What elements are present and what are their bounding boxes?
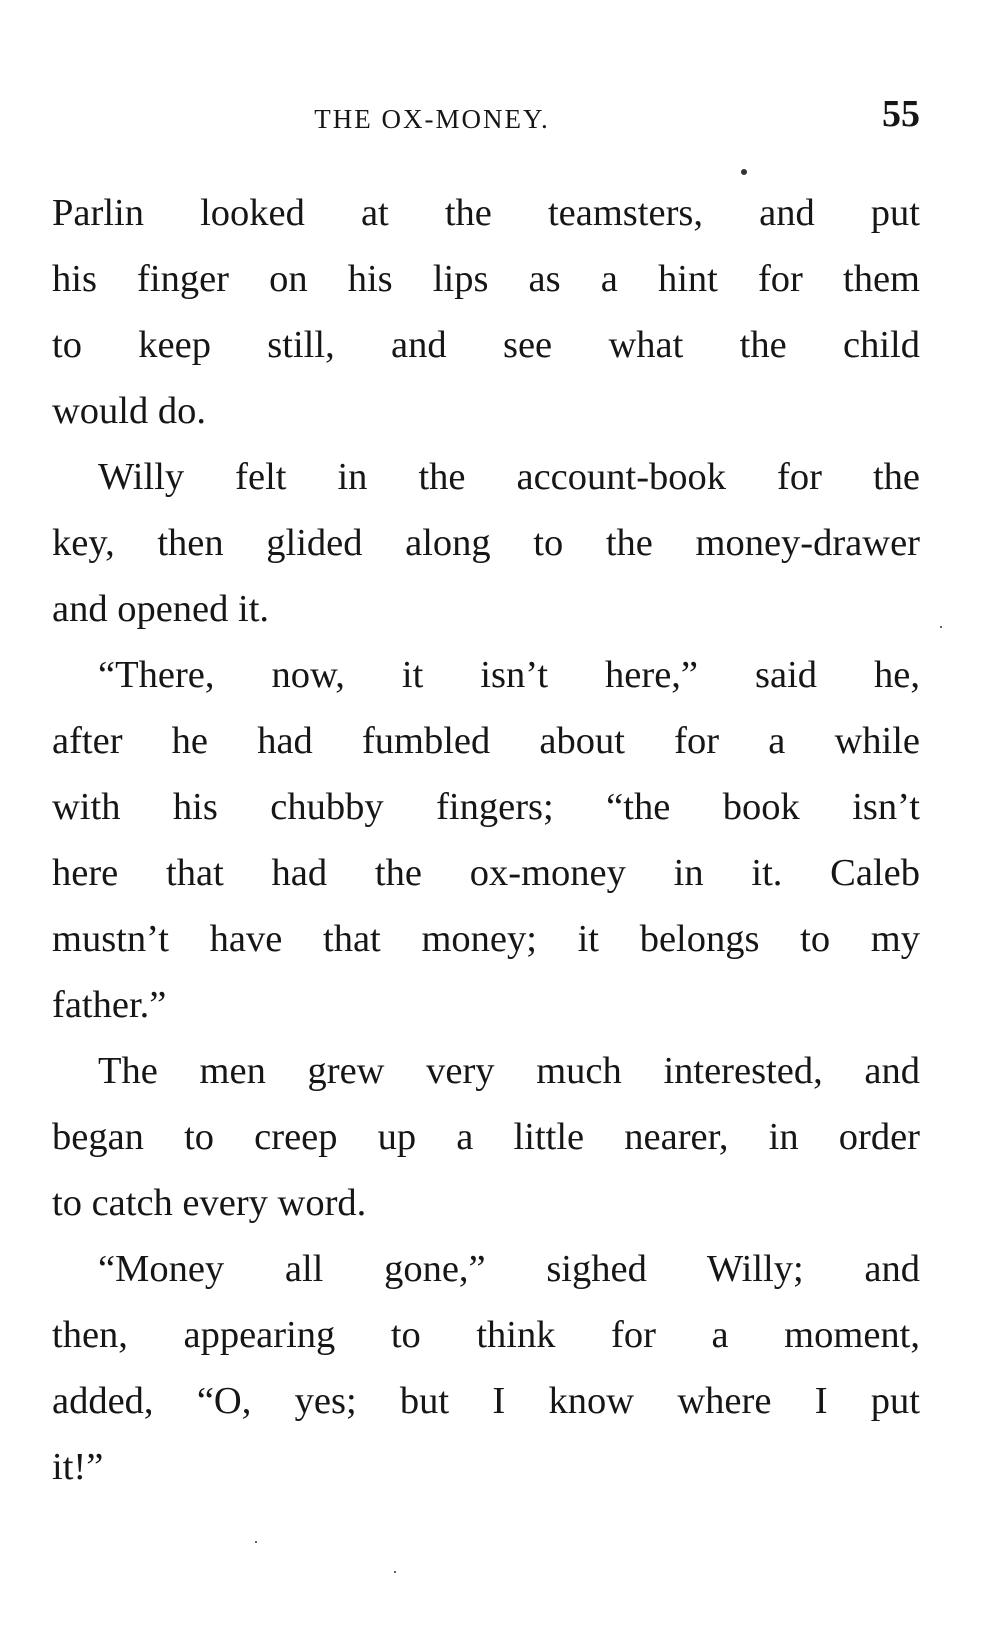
running-title: THE OX-MONEY. (314, 104, 550, 134)
text-line: began to creep up a little nearer, in order (52, 1116, 920, 1158)
text-line: Parlin looked at the teamsters, and put (52, 192, 920, 234)
text-line: Willy felt in the account-book for the (98, 456, 920, 498)
text-line: to keep still, and see what the child (52, 324, 920, 366)
text-line: his finger on his lips as a hint for them (52, 258, 920, 300)
text-line: then, appearing to think for a moment, (52, 1314, 920, 1356)
text-line: “There, now, it isn’t here,” said he, (98, 654, 920, 696)
text-line: and opened it. (52, 588, 270, 630)
text-line: father.” (52, 984, 167, 1026)
running-header (52, 92, 920, 142)
text-line: with his chubby fingers; “the book isn’t (52, 786, 920, 828)
print-speck (741, 169, 747, 175)
page-number: 55 (882, 93, 920, 135)
print-speck (394, 1571, 396, 1573)
print-speck (940, 626, 942, 628)
text-line: here that had the ox-money in it. Caleb (52, 852, 920, 894)
text-line: after he had fumbled about for a while (52, 720, 920, 762)
print-speck (255, 1541, 257, 1543)
text-line: it!” (52, 1446, 104, 1488)
text-line: to catch every word. (52, 1182, 367, 1224)
text-line: The men grew very much interested, and (98, 1050, 920, 1092)
body-text (52, 180, 920, 1500)
text-line: would do. (52, 390, 206, 432)
text-line: added, “O, yes; but I know where I put (52, 1380, 920, 1422)
text-line: key, then glided along to the money-drawer (52, 522, 920, 564)
text-line: “Money all gone,” sighed Willy; and (98, 1248, 920, 1290)
text-line: mustn’t have that money; it belongs to my (52, 918, 920, 960)
